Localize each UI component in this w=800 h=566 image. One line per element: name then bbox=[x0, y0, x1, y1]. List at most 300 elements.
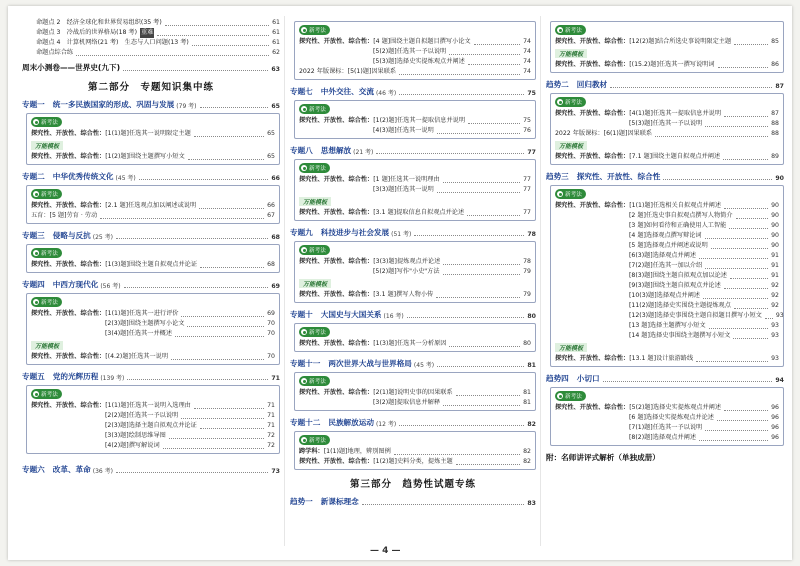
dot-leader bbox=[116, 472, 268, 473]
toc-entry[interactable] bbox=[22, 38, 280, 48]
topic-box bbox=[26, 293, 280, 365]
page-ref: 82 bbox=[523, 448, 531, 455]
topic-count: (46 考) bbox=[375, 90, 397, 97]
dot-leader bbox=[200, 267, 264, 268]
new-method-tag bbox=[555, 391, 586, 401]
topic-heading[interactable] bbox=[290, 86, 536, 97]
dot-leader bbox=[399, 74, 520, 75]
page-ref: 93 bbox=[771, 322, 779, 329]
dot-leader bbox=[407, 317, 525, 318]
entry-text: [13 题]选择主题撰写小短文 bbox=[629, 322, 706, 329]
dot-leader bbox=[165, 25, 269, 26]
page-ref: 70 bbox=[267, 320, 275, 327]
topic-box bbox=[26, 385, 280, 454]
topic-count: (45 考) bbox=[115, 175, 136, 182]
entry-label: 探究性、开放性、综合性： bbox=[31, 402, 106, 409]
toc-entry[interactable] bbox=[31, 421, 275, 431]
dot-leader bbox=[705, 238, 769, 239]
topic-title: 探究性、开放性、综合性 bbox=[576, 172, 661, 181]
dot-leader bbox=[76, 55, 269, 56]
page bbox=[8, 6, 792, 560]
topic-number: 专题七 bbox=[290, 87, 313, 96]
toc-entry[interactable] bbox=[555, 109, 779, 119]
page-ref: 78 bbox=[527, 231, 536, 238]
page-ref: 94 bbox=[775, 377, 784, 384]
toc-entry[interactable] bbox=[299, 126, 531, 136]
column-divider bbox=[284, 16, 285, 546]
dot-leader bbox=[449, 54, 520, 55]
entry-text: [3.1 题]提取信息自拟观点并论述 bbox=[373, 209, 465, 216]
entry-label: 探究性、开放性、综合性： bbox=[31, 261, 106, 268]
entry-text: [7(1)题]任选其一予以说明 bbox=[629, 424, 703, 431]
topic-title: 大国史与大国关系 bbox=[320, 310, 382, 319]
part-title: 第二部分 专题知识集中练 bbox=[87, 82, 214, 93]
page-ref: 92 bbox=[771, 302, 779, 309]
topic-number: 专题五 bbox=[22, 372, 45, 381]
page-ref: 70 bbox=[267, 353, 275, 360]
new-method-tag bbox=[299, 376, 330, 386]
toc-entry[interactable] bbox=[555, 211, 779, 221]
topic-heading[interactable] bbox=[22, 171, 280, 182]
toc-entry[interactable] bbox=[31, 411, 275, 421]
page-ref: 79 bbox=[523, 291, 531, 298]
tag-label: 新考法 bbox=[309, 330, 326, 336]
dot-leader bbox=[724, 208, 768, 209]
page-ref: 61 bbox=[272, 29, 280, 36]
topic-title: 党的光辉历程 bbox=[52, 372, 99, 381]
page-ref: 74 bbox=[523, 68, 531, 75]
page-ref: 96 bbox=[771, 404, 779, 411]
dot-leader bbox=[199, 208, 264, 209]
toc-entry[interactable] bbox=[555, 331, 779, 341]
toc-entry[interactable] bbox=[555, 301, 779, 311]
toc-entry[interactable] bbox=[299, 208, 531, 218]
topic-count: (139 考) bbox=[100, 375, 125, 382]
entry-text: 命题点 4 计算机网络(21 考) 生态与人口问题(13 考) bbox=[36, 39, 189, 46]
toc-entry[interactable] bbox=[299, 388, 531, 398]
toc-entry[interactable] bbox=[31, 441, 275, 451]
toc-entry[interactable] bbox=[299, 37, 531, 47]
toc-entry[interactable] bbox=[555, 271, 779, 281]
toc-entry[interactable] bbox=[31, 129, 275, 139]
entry-text: [4(1)题]任选其一提取信息并说明 bbox=[629, 110, 722, 117]
dot-leader bbox=[443, 274, 521, 275]
page-ref: 89 bbox=[771, 153, 779, 160]
entry-label: 探究性、开放性、综合性： bbox=[299, 117, 374, 124]
toc-entry[interactable] bbox=[555, 354, 779, 364]
entry-label: 探究性、开放性、综合性： bbox=[555, 153, 630, 160]
entry-text: [12(2)题]结合所选史事说明限定主题 bbox=[629, 38, 732, 45]
toc-entry[interactable] bbox=[555, 37, 779, 47]
dot-leader bbox=[705, 430, 768, 431]
toc-entry[interactable] bbox=[22, 28, 280, 38]
topic-heading[interactable] bbox=[22, 464, 280, 475]
toc-entry[interactable] bbox=[31, 401, 275, 411]
entry-text: [3(3)题]任选其一说明 bbox=[373, 186, 434, 193]
toc-entry[interactable] bbox=[299, 339, 531, 349]
page-ref: 75 bbox=[527, 90, 536, 97]
topic-count: (36 考) bbox=[92, 468, 113, 475]
dot-leader bbox=[194, 136, 264, 137]
new-method-tag bbox=[31, 389, 62, 399]
entry-label: 探究性、开放性、综合性： bbox=[31, 310, 106, 317]
toc-entry[interactable] bbox=[299, 257, 531, 267]
entry-label: 探究性、开放性、综合性： bbox=[299, 291, 374, 298]
dot-leader bbox=[709, 328, 769, 329]
tag-label: 新考法 bbox=[41, 392, 58, 398]
page-ref: 74 bbox=[523, 58, 531, 65]
topic-number: 趋势二 bbox=[546, 80, 569, 89]
pin-icon bbox=[557, 191, 563, 197]
entry-text: [14 题]选择史事围绕主题撰写小短文 bbox=[629, 332, 731, 339]
dot-leader bbox=[139, 179, 269, 180]
pin-icon bbox=[301, 165, 307, 171]
difficulty-badge: 重难 bbox=[141, 29, 154, 36]
entry-text: [5(2)题]选择史实提炼观点并阐述 bbox=[629, 404, 722, 411]
entry-text: [1(1)题]任选相关自拟观点并阐述 bbox=[629, 202, 722, 209]
page-ref: 65 bbox=[267, 130, 275, 137]
entry-text: [2(1)题]说明史事的因果联系 bbox=[373, 389, 453, 396]
toc-entry[interactable] bbox=[555, 152, 779, 162]
topic-heading[interactable] bbox=[546, 171, 784, 182]
toc-entry[interactable] bbox=[299, 267, 531, 277]
tag-label: 新考法 bbox=[309, 166, 326, 172]
tag-label: 新考法 bbox=[565, 192, 582, 198]
entry-label: 探究性、开放性、综合性： bbox=[299, 38, 374, 45]
pin-icon bbox=[557, 27, 563, 33]
dot-leader bbox=[187, 326, 264, 327]
toc-entry[interactable] bbox=[555, 423, 779, 433]
topic-box bbox=[294, 241, 536, 303]
entry-label: 探究性、开放性、综合性： bbox=[31, 130, 106, 137]
topic-title: 民族解放运动 bbox=[328, 418, 374, 427]
new-method-tag bbox=[299, 245, 330, 255]
toc-entry[interactable] bbox=[555, 261, 779, 271]
entry-text: [3 题]如何看待和正确使用人工智能 bbox=[629, 222, 727, 229]
new-method-tag bbox=[555, 25, 586, 35]
entry-text: [7.1 题]围绕主题自拟观点并阐述 bbox=[629, 153, 721, 160]
appendix-entry: 附：名师讲评式解析（单独成册） bbox=[546, 453, 660, 462]
entry-text: [12(3)题]选择史事围绕主题自拟题目撰写小短文 bbox=[629, 312, 762, 319]
dot-leader bbox=[171, 359, 264, 360]
dot-leader bbox=[733, 338, 768, 339]
dot-leader bbox=[443, 405, 520, 406]
page-ref: 70 bbox=[267, 330, 275, 337]
column-middle bbox=[290, 18, 536, 507]
page-ref: 75 bbox=[523, 117, 531, 124]
entry-text: [13.1 题]设计旅游路线 bbox=[629, 355, 694, 362]
toc-entry[interactable] bbox=[555, 221, 779, 231]
topic-title: 两次世界大战与世界格局 bbox=[328, 359, 412, 368]
entry-label: 探究性、开放性、综合性： bbox=[31, 153, 106, 160]
topic-number: 专题二 bbox=[22, 172, 45, 181]
topic-count: (56 考) bbox=[100, 283, 121, 290]
page-ref: 72 bbox=[267, 442, 275, 449]
entry-label: 探究性、开放性、综合性： bbox=[555, 38, 630, 45]
dot-leader bbox=[437, 133, 520, 134]
dot-leader bbox=[436, 297, 520, 298]
dot-leader bbox=[194, 408, 264, 409]
page-ref: 91 bbox=[771, 252, 779, 259]
topic-number: 专题八 bbox=[290, 146, 313, 155]
topic-heading[interactable] bbox=[546, 373, 784, 384]
toc-entry[interactable] bbox=[555, 403, 779, 413]
entry-text: [1(2)题]任选其一提取信息并说明 bbox=[373, 117, 466, 124]
topic-count: (51 考) bbox=[391, 231, 412, 238]
template-tag: 万能模板 bbox=[299, 197, 331, 206]
topic-title: 科技进步与社会发展 bbox=[320, 228, 390, 237]
dot-leader bbox=[127, 379, 268, 380]
toc-entry[interactable] bbox=[31, 352, 275, 362]
entry-label: 探究性、开放性、综合性： bbox=[555, 355, 630, 362]
toc-entry[interactable] bbox=[555, 241, 779, 251]
entry-text: [5(2)题]任选其一予以说明 bbox=[373, 48, 447, 55]
toc-entry[interactable] bbox=[299, 57, 531, 67]
new-method-tag bbox=[31, 117, 62, 127]
topic-box bbox=[26, 244, 280, 273]
template-tag: 万能模板 bbox=[555, 141, 587, 150]
toc-entry[interactable] bbox=[555, 413, 779, 423]
page-ref: 65 bbox=[267, 153, 275, 160]
topic-heading[interactable] bbox=[290, 417, 536, 428]
dot-leader bbox=[456, 464, 520, 465]
toc-entry[interactable] bbox=[22, 18, 280, 28]
template-tag: 万能模板 bbox=[31, 141, 63, 150]
topic-title: 统一多民族国家的形成、巩固与发展 bbox=[52, 100, 175, 109]
toc-entry[interactable] bbox=[31, 329, 275, 339]
entry-text: [4(2)题]撰写解说词 bbox=[105, 442, 160, 449]
tag-label: 新考法 bbox=[309, 379, 326, 385]
topic-count: (79 考) bbox=[176, 103, 197, 110]
entry-text: [8(2)题]选择观点并阐述 bbox=[629, 434, 697, 441]
page-ref: 92 bbox=[771, 282, 779, 289]
topic-heading[interactable] bbox=[22, 279, 280, 290]
dot-leader bbox=[717, 420, 768, 421]
topic-count: (45 考) bbox=[413, 362, 435, 369]
toc-entry[interactable] bbox=[31, 319, 275, 329]
dot-leader bbox=[362, 504, 525, 505]
page-ref: 63 bbox=[271, 66, 280, 73]
topic-heading[interactable] bbox=[22, 371, 280, 382]
entry-text: 2022 年版课标：[5(1)题]因果联系 bbox=[299, 68, 397, 75]
toc-entry[interactable] bbox=[31, 260, 275, 270]
topic-box bbox=[294, 159, 536, 221]
entry-text: 命题点 3 冷战后的世界格局(18 考) bbox=[36, 29, 138, 36]
dot-leader bbox=[610, 87, 772, 88]
toc-entry[interactable] bbox=[555, 60, 779, 70]
entry-label: 探究性、开放性、综合性： bbox=[555, 61, 630, 68]
topic-box bbox=[294, 372, 536, 411]
page-ref: 83 bbox=[527, 500, 536, 507]
new-method-tag bbox=[31, 297, 62, 307]
toc-entry[interactable] bbox=[299, 67, 531, 77]
page-ref: 91 bbox=[771, 262, 779, 269]
entry-text: [11(2)题]选择史实围绕主题提炼观点 bbox=[629, 302, 731, 309]
entry-text: [(15.2)题]任选其一撰写说明词 bbox=[629, 61, 715, 68]
topic-heading[interactable] bbox=[290, 309, 536, 320]
page-ref: 92 bbox=[771, 292, 779, 299]
toc-entry[interactable] bbox=[555, 201, 779, 211]
toc-entry[interactable] bbox=[31, 152, 275, 162]
toc-entry[interactable] bbox=[555, 281, 779, 291]
toc-entry[interactable] bbox=[31, 211, 275, 221]
dot-leader bbox=[603, 381, 773, 382]
page-ref: 93 bbox=[771, 332, 779, 339]
entry-label: 探究性、开放性、综合性： bbox=[299, 258, 374, 265]
new-method-tag bbox=[299, 25, 330, 35]
page-ref: 77 bbox=[523, 209, 531, 216]
page-ref: 90 bbox=[771, 232, 779, 239]
entry-label: 探究性、开放性、综合性： bbox=[299, 209, 374, 216]
entry-label: 探究性、开放性、综合性： bbox=[555, 404, 630, 411]
page-ref: 65 bbox=[271, 103, 280, 110]
page-ref: 90 bbox=[771, 212, 779, 219]
topic-heading[interactable] bbox=[290, 358, 536, 369]
pin-icon bbox=[33, 299, 39, 305]
dot-leader bbox=[200, 428, 264, 429]
page-ref: 80 bbox=[527, 313, 536, 320]
page-ref: 77 bbox=[523, 176, 531, 183]
page-ref: 69 bbox=[267, 310, 275, 317]
entry-label: 跨学科： bbox=[299, 448, 324, 455]
pin-icon bbox=[301, 106, 307, 112]
topic-heading[interactable] bbox=[290, 496, 536, 507]
dot-leader bbox=[718, 67, 769, 68]
dot-leader bbox=[414, 235, 524, 236]
page-ref: 66 bbox=[271, 175, 280, 182]
entry-label: 探究性、开放性、综合性： bbox=[31, 202, 106, 209]
entry-label: 探究性、开放性、综合性： bbox=[299, 389, 374, 396]
topic-box bbox=[550, 21, 784, 73]
toc-entry[interactable] bbox=[31, 201, 275, 211]
new-method-tag bbox=[299, 327, 330, 337]
page-number: — 4 — bbox=[370, 546, 401, 556]
topic-number: 专题六 bbox=[22, 465, 45, 474]
dot-leader bbox=[124, 287, 269, 288]
entry-text: [1 题]任选其一说明理由 bbox=[373, 176, 440, 183]
topic-number: 专题十一 bbox=[290, 359, 321, 368]
toc-entry[interactable] bbox=[31, 431, 275, 441]
entry-text: [1(2)题]史料分类，提炼主题 bbox=[373, 458, 453, 465]
dot-leader bbox=[376, 153, 524, 154]
dot-leader bbox=[468, 123, 520, 124]
page-ref: 71 bbox=[267, 422, 275, 429]
page-ref: 90 bbox=[775, 175, 784, 182]
page-ref: 82 bbox=[523, 458, 531, 465]
page-ref: 96 bbox=[771, 424, 779, 431]
toc-entry[interactable] bbox=[299, 447, 531, 457]
dot-leader bbox=[730, 278, 768, 279]
toc-entry[interactable] bbox=[555, 321, 779, 331]
page-ref: 74 bbox=[523, 48, 531, 55]
toc-entry[interactable] bbox=[299, 116, 531, 126]
entry-text: [10(3)题]选择观点并阐述 bbox=[629, 292, 700, 299]
page-ref: 93 bbox=[775, 312, 784, 319]
page-ref: 81 bbox=[523, 389, 531, 396]
toc-entry[interactable] bbox=[299, 398, 531, 408]
pin-icon bbox=[33, 250, 39, 256]
topic-heading[interactable] bbox=[290, 145, 536, 156]
toc-entry[interactable] bbox=[555, 251, 779, 261]
toc-entry[interactable] bbox=[555, 311, 784, 321]
tag-label: 新考法 bbox=[41, 192, 58, 198]
dot-leader bbox=[734, 308, 768, 309]
toc-entry[interactable] bbox=[299, 290, 531, 300]
tag-label: 新考法 bbox=[41, 251, 58, 257]
topic-heading[interactable] bbox=[546, 79, 784, 90]
topic-heading[interactable] bbox=[290, 227, 536, 238]
template-tag: 万能模板 bbox=[555, 49, 587, 58]
page-ref: 68 bbox=[271, 234, 280, 241]
page-ref: 67 bbox=[267, 212, 275, 219]
page-ref: 86 bbox=[771, 61, 779, 68]
toc-entry[interactable] bbox=[299, 185, 531, 195]
toc-entry[interactable] bbox=[22, 48, 280, 58]
page-ref: 73 bbox=[271, 468, 280, 475]
dot-leader bbox=[100, 218, 264, 219]
dot-leader bbox=[449, 346, 520, 347]
topic-heading[interactable] bbox=[22, 230, 280, 241]
dot-leader bbox=[188, 159, 264, 160]
toc-entry[interactable] bbox=[31, 309, 275, 319]
page-ref: 69 bbox=[271, 283, 280, 290]
tag-label: 新考法 bbox=[309, 28, 326, 34]
new-method-tag bbox=[555, 189, 586, 199]
entry-text: [5(3)题]任选其一予以说明 bbox=[629, 120, 703, 127]
toc-entry[interactable] bbox=[555, 231, 779, 241]
dot-leader bbox=[723, 159, 768, 160]
new-method-tag bbox=[299, 104, 330, 114]
entry-text: 命题点 2 经济全球化和世界贸易组织(35 考) bbox=[36, 19, 162, 26]
toc-entry[interactable] bbox=[555, 119, 779, 129]
dot-leader bbox=[116, 238, 268, 239]
tag-label: 新考法 bbox=[565, 100, 582, 106]
entry-text: [7(2)题]任选其一加以介绍 bbox=[629, 262, 703, 269]
topic-number: 趋势一 bbox=[290, 497, 313, 506]
toc-entry[interactable] bbox=[555, 433, 779, 443]
pin-icon bbox=[557, 99, 563, 105]
entry-text: 命题点综合练 bbox=[36, 49, 74, 56]
toc-entry[interactable] bbox=[555, 291, 779, 301]
page-ref: 79 bbox=[523, 268, 531, 275]
dot-leader bbox=[663, 179, 772, 180]
toc-entry[interactable] bbox=[299, 457, 531, 467]
entry-label: 探究性、开放性、综合性： bbox=[31, 353, 106, 360]
topic-title: 中华优秀传统文化 bbox=[52, 172, 114, 181]
entry-text: [1(3)题]任选其一分析原因 bbox=[373, 340, 447, 347]
topic-number: 趋势四 bbox=[546, 374, 569, 383]
topic-title: 回归教材 bbox=[576, 80, 608, 89]
tag-label: 新考法 bbox=[565, 394, 582, 400]
weekly-test[interactable] bbox=[22, 62, 280, 73]
page-ref: 91 bbox=[771, 272, 779, 279]
dot-leader bbox=[437, 192, 520, 193]
new-method-tag bbox=[555, 97, 586, 107]
topic-number: 专题十二 bbox=[290, 418, 321, 427]
toc-entry[interactable] bbox=[555, 129, 779, 139]
toc-entry[interactable] bbox=[299, 175, 531, 185]
entry-text: [2(3)题]围绕主题撰写小论文 bbox=[105, 320, 185, 327]
page-ref: 61 bbox=[272, 39, 280, 46]
dot-leader bbox=[699, 258, 768, 259]
dot-leader bbox=[163, 448, 264, 449]
topic-heading[interactable] bbox=[22, 99, 280, 110]
dot-leader bbox=[399, 94, 524, 95]
topic-number: 专题十 bbox=[290, 310, 313, 319]
entry-label: 探究性、开放性、综合性： bbox=[299, 176, 374, 183]
toc-entry[interactable] bbox=[299, 47, 531, 57]
dot-leader bbox=[443, 182, 520, 183]
